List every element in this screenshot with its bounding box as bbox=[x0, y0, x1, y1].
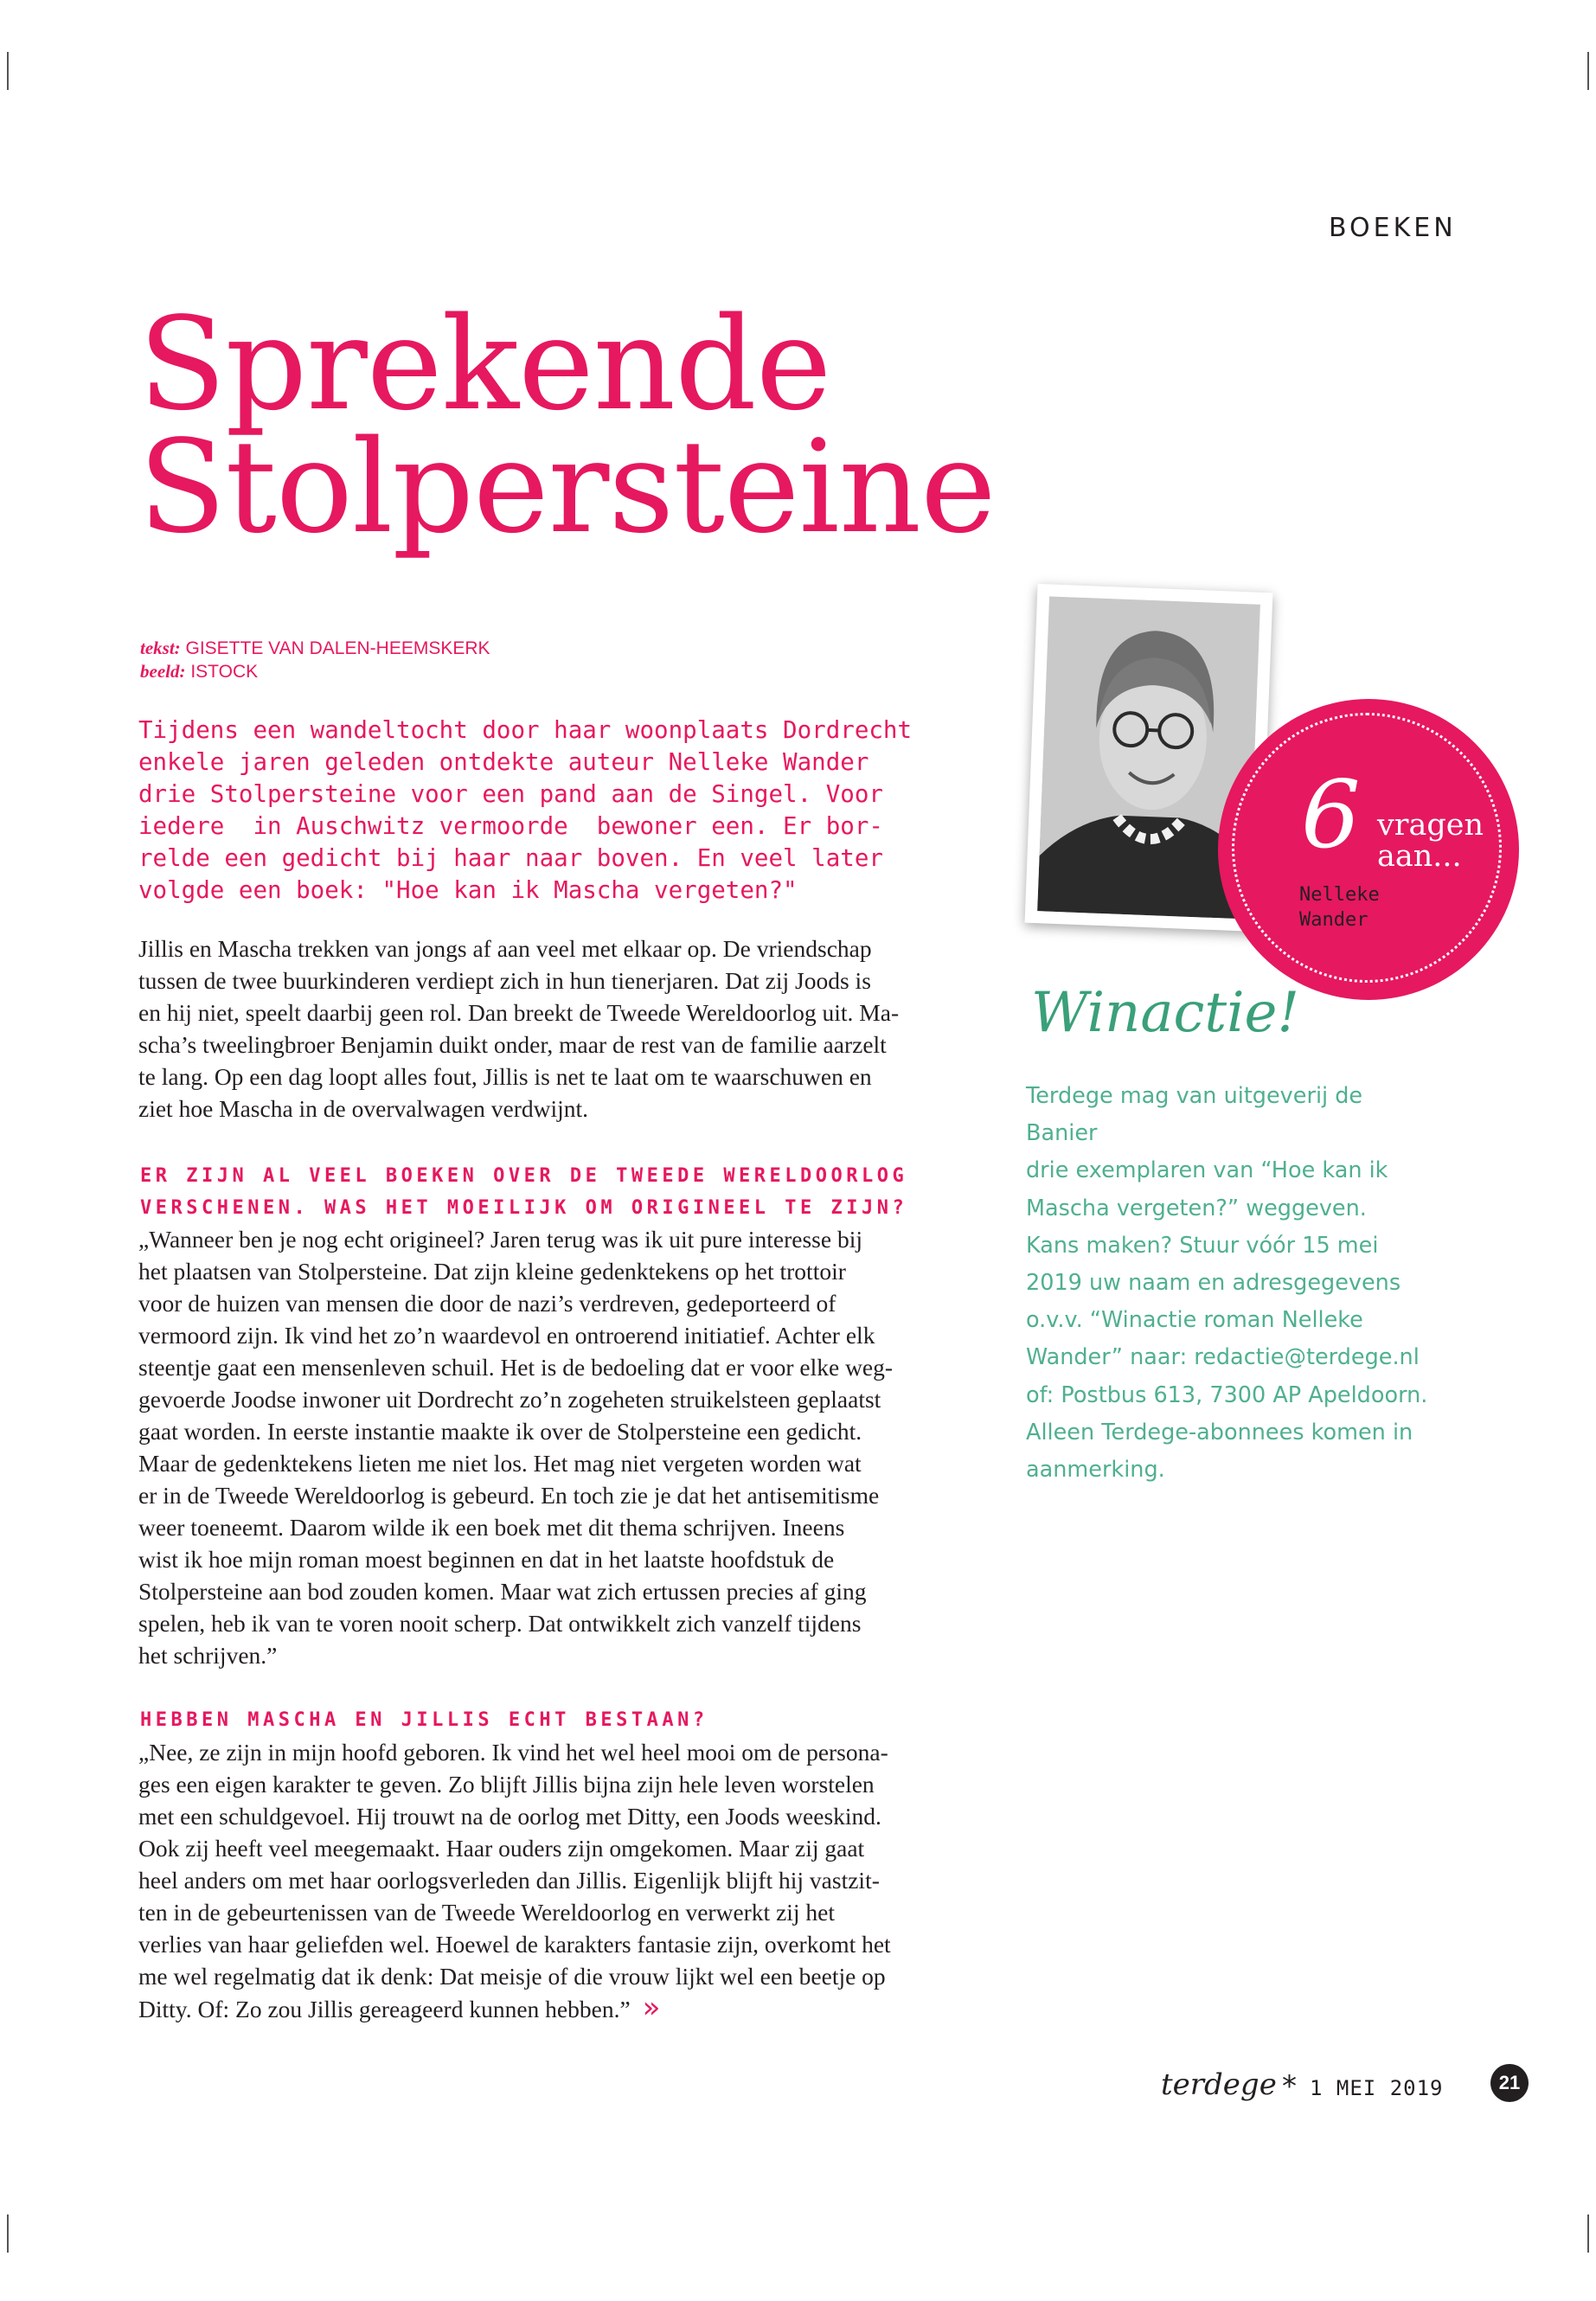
body-line: me wel regelmatig dat ik denk: Dat meisje of die vrouw lijkt wel een beetje op bbox=[138, 1963, 886, 1990]
section-label: BOEKEN bbox=[1329, 213, 1457, 243]
winactie-text bbox=[1026, 1078, 1433, 1489]
intro-line: Tijdens een wandeltocht door haar woonplaats Dordrecht bbox=[138, 716, 913, 744]
body-line: en hij niet, speelt daarbij geen rol. Dan breekt de Tweede Wereldoorlog uit. Ma- bbox=[138, 999, 900, 1026]
body-line: scha’s tweelingbroer Benjamin duikt onder, maar de rest van de familie aarzelt bbox=[138, 1031, 887, 1058]
paragraph-1 bbox=[138, 933, 995, 1125]
body-line: Ook zij heeft veel meegemaakt. Haar ouders zijn omgekomen. Maar zij gaat bbox=[138, 1835, 865, 1862]
body-line: het plaatsen van Stolpersteine. Dat zijn kleine gedenktekens op het trottoir bbox=[138, 1258, 846, 1285]
intro-line: iedere in Auschwitz vermoorde bewoner een. Er bor- bbox=[138, 812, 883, 840]
body-line: ziet hoe Mascha in de overvalwagen verdwijnt. bbox=[138, 1095, 589, 1122]
continue-arrow-icon: » bbox=[642, 1990, 661, 2025]
answer-2 bbox=[138, 1736, 995, 2025]
credit-image bbox=[140, 660, 490, 683]
body-line: heel anders om met haar oorlogsverleden dan Jillis. Eigenlijk blijft hij vastzit- bbox=[138, 1867, 880, 1894]
winactie-line: 2019 uw naam en adresgegevens bbox=[1026, 1270, 1401, 1297]
body-line: „Wanneer ben je nog echt origineel? Jaren terug was ik uit pure interesse bij bbox=[138, 1226, 862, 1253]
intro-line: relde een gedicht bij haar naar boven. En veel later bbox=[138, 844, 883, 872]
body-line: er in de Tweede Wereldoorlog is gebeurd. En toch zie je dat het antisemitisme bbox=[138, 1482, 880, 1509]
body-line: wist ik hoe mijn roman moest beginnen en dat in het laatste hoofdstuk de bbox=[138, 1546, 835, 1573]
body-line: „Nee, ze zijn in mijn hoofd geboren. Ik vind het wel heel mooi om de persona- bbox=[138, 1739, 888, 1766]
credits bbox=[140, 637, 490, 683]
credit-image-value: ISTOCK bbox=[190, 662, 259, 682]
badge-label bbox=[1377, 810, 1484, 872]
badge-name bbox=[1299, 882, 1380, 933]
body-line: verlies van haar geliefden wel. Hoewel de karakters fantasie zijn, overkomt het bbox=[138, 1931, 891, 1958]
body-line: weer toeneemt. Daarom wilde ik een boek met dit thema schrijven. Ineens bbox=[138, 1514, 845, 1541]
title-line: Stolpersteine bbox=[138, 413, 996, 561]
asterisk-icon: * bbox=[1282, 2069, 1297, 2104]
body-line: Maar de gedenktekens lieten me niet los. Het mag niet vergeten worden wat bbox=[138, 1450, 862, 1477]
credit-image-label: beeld: bbox=[140, 661, 186, 682]
winactie-line: drie exemplaren van “Hoe kan ik bbox=[1026, 1157, 1388, 1184]
intro-text bbox=[138, 715, 995, 907]
body-line-last bbox=[138, 1992, 995, 2025]
badge-name-line: Wander bbox=[1299, 909, 1368, 931]
title-line: Sprekende bbox=[138, 290, 831, 439]
crop-mark-top-left bbox=[7, 52, 9, 90]
crop-mark-bottom-right bbox=[1587, 2214, 1589, 2253]
winactie-line: Alleen Terdege-abonnees komen in bbox=[1026, 1419, 1413, 1445]
badge-label-line: vragen bbox=[1377, 808, 1484, 843]
question-2: HEBBEN MASCHA EN JILLIS ECHT BESTAAN? bbox=[140, 1709, 708, 1731]
body-line: vermoord zijn. Ik vind het zo’n waardevol en ontroerend initiatief. Achter elk bbox=[138, 1322, 875, 1349]
body-line: tussen de twee buurkinderen verdiept zich in hun tienerjaren. Dat zij Joods is bbox=[138, 967, 871, 994]
body-line: ges een eigen karakter te geven. Zo blijft Jillis bijna zijn hele leven worstelen bbox=[138, 1771, 875, 1798]
page-title bbox=[138, 290, 1047, 561]
body-line: ten in de gebeurtenissen van de Tweede Wereldoorlog en verwerkt zij het bbox=[138, 1899, 836, 1926]
intro-line: volgde een boek: "Hoe kan ik Mascha vergeten?" bbox=[138, 876, 798, 904]
body-line: te lang. Op een dag loopt alles fout, Jillis is net te laat om te waarschuwen en bbox=[138, 1063, 872, 1090]
body-line: steentje gaat een mensenleven schuil. Het is de bedoeling dat er voor elke weg- bbox=[138, 1354, 894, 1381]
winactie-line: Kans maken? Stuur vóór 15 mei bbox=[1026, 1232, 1379, 1259]
intro-line: drie Stolpersteine voor een pand aan de Singel. Voor bbox=[138, 780, 883, 808]
body-line: gevoerde Joodse inwoner uit Dordrecht zo’n zogeheten struikelsteen geplaatst bbox=[138, 1386, 881, 1413]
winactie-line: Mascha vergeten?” weggeven. bbox=[1026, 1195, 1367, 1221]
intro-line: enkele jaren geleden ontdekte auteur Nelleke Wander bbox=[138, 748, 869, 776]
body-line-text: Ditty. Of: Zo zou Jillis gereageerd kunnen hebben.” bbox=[138, 1996, 631, 2022]
body-line: gaat worden. In eerste instantie maakte ik over de Stolpersteine een gedicht. bbox=[138, 1418, 862, 1445]
page-number: 21 bbox=[1490, 2064, 1529, 2102]
winactie-line: Wander” naar: redactie@terdege.nl bbox=[1026, 1344, 1420, 1371]
body-line: Stolpersteine aan bod zouden komen. Maar wat zich ertussen precies af ging bbox=[138, 1578, 867, 1605]
body-line: het schrijven.” bbox=[138, 1642, 278, 1669]
credit-text-label: tekst: bbox=[140, 638, 181, 658]
body-line: Jillis en Mascha trekken van jongs af aan veel met elkaar op. De vriendschap bbox=[138, 935, 872, 962]
body-line: voor de huizen van mensen die door de nazi’s verdreven, gedeporteerd of bbox=[138, 1290, 836, 1317]
winactie-line: Terdege mag van uitgeverij de Banier bbox=[1026, 1083, 1363, 1147]
badge-name-line: Nelleke bbox=[1299, 884, 1380, 906]
winactie-line: aanmerking. bbox=[1026, 1457, 1165, 1484]
question-line: VERSCHENEN. WAS HET MOEILIJK OM ORIGINEEL TE ZIJN? bbox=[140, 1197, 908, 1219]
body-line: spelen, heb ik van te voren nooit scherp. Dat ontwikkelt zich vanzelf tijdens bbox=[138, 1610, 862, 1637]
question-line: ER ZIJN AL VEEL BOEKEN OVER DE TWEEDE WERELDOORLOG bbox=[140, 1165, 908, 1187]
winactie-title: Winactie! bbox=[1031, 981, 1300, 1045]
issue-date: 1 MEI 2019 bbox=[1310, 2076, 1444, 2100]
six-questions-badge bbox=[1218, 699, 1519, 1000]
footer bbox=[1159, 2067, 1540, 2111]
answer-1 bbox=[138, 1223, 995, 1671]
crop-mark-top-right bbox=[1587, 52, 1589, 90]
credit-text bbox=[140, 637, 490, 660]
winactie-line: of: Postbus 613, 7300 AP Apeldoorn. bbox=[1026, 1381, 1428, 1408]
magazine-logo: terdege bbox=[1161, 2067, 1277, 2102]
credit-text-value: GISETTE VAN DALEN-HEEMSKERK bbox=[185, 638, 490, 658]
question-1 bbox=[140, 1160, 997, 1224]
body-line: met een schuldgevoel. Hij trouwt na de oorlog met Ditty, een Joods weeskind. bbox=[138, 1803, 881, 1830]
badge-number: 6 bbox=[1301, 761, 1361, 869]
badge-label-line: aan... bbox=[1377, 839, 1462, 874]
winactie-line: o.v.v. “Winactie roman Nelleke bbox=[1026, 1307, 1363, 1334]
crop-mark-bottom-left bbox=[7, 2214, 9, 2253]
